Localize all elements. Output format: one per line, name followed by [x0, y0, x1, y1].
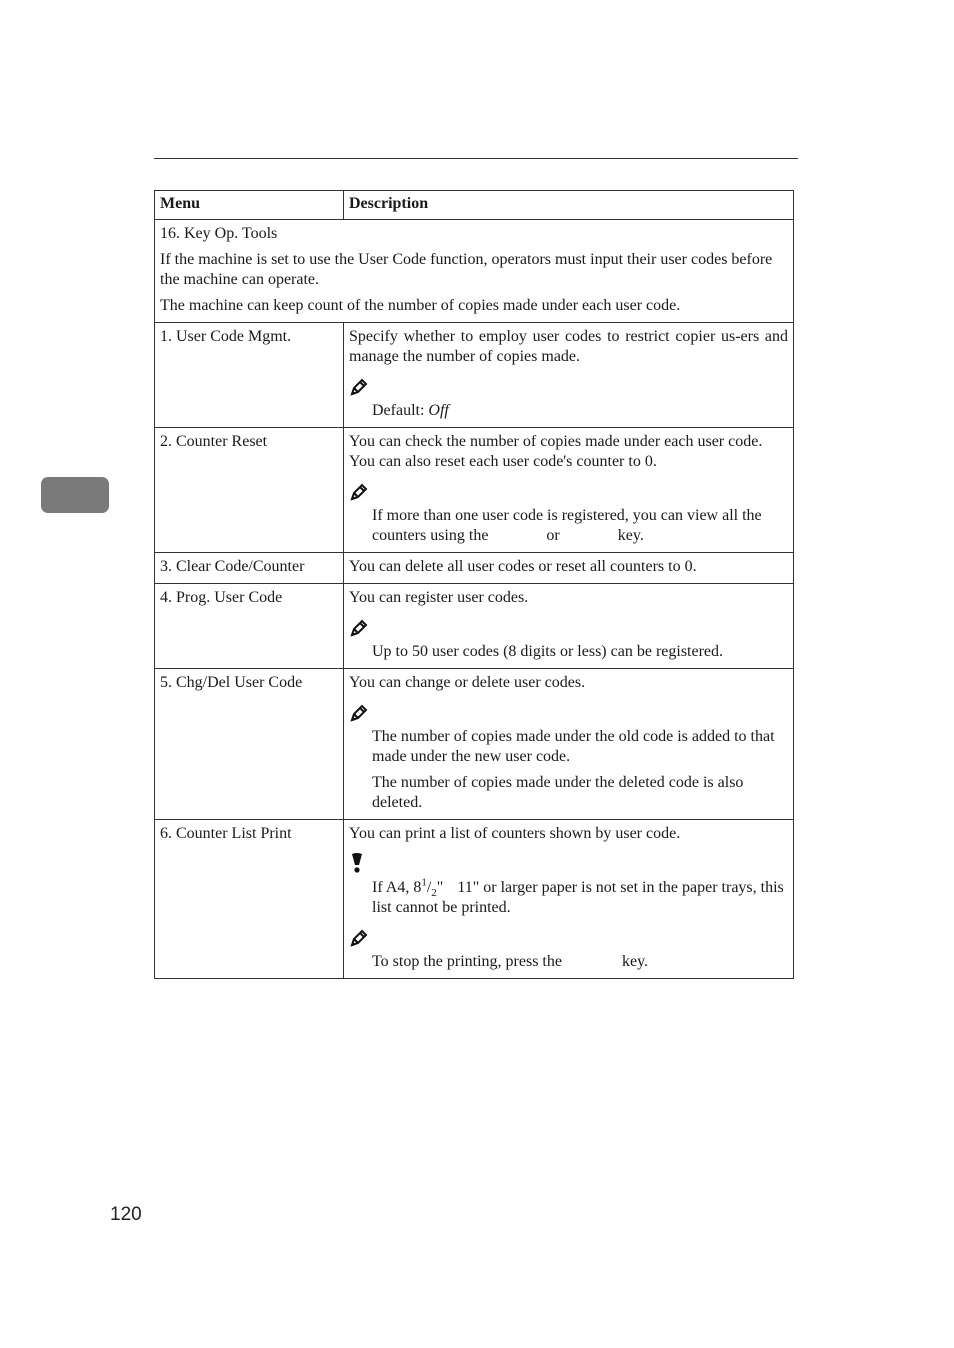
description-cell [344, 820, 794, 979]
note-text: Up to 50 user codes (8 digits or less) can be registered. [372, 643, 724, 660]
note-text [372, 952, 788, 972]
table-row [155, 820, 794, 979]
note-pencil-icon [349, 377, 788, 397]
note-text-part: If more than one user code is registered, you can view all the counters using the [372, 507, 762, 544]
section-title: 16. Key Op. Tools [160, 225, 278, 242]
menu-cell: 6. Counter List Print [155, 820, 344, 979]
table-row [155, 323, 794, 428]
description-cell [344, 428, 794, 553]
limitation-text [372, 878, 788, 918]
note-default-label: Default: [372, 402, 429, 419]
description-column-header: Description [344, 191, 794, 220]
description-cell [344, 584, 794, 669]
menu-cell: 3. Clear Code/Counter [155, 553, 344, 584]
inch-mark: " [436, 879, 444, 896]
fraction-slash: / [426, 879, 432, 896]
note-pencil-icon [349, 928, 788, 948]
fraction-numerator: 1 [421, 876, 427, 889]
key-op-tools-table [154, 190, 794, 979]
description-cell [344, 323, 794, 428]
table-row [155, 553, 794, 584]
note-text [372, 506, 788, 546]
note-pencil-icon [349, 482, 788, 502]
section-paragraph: The machine can keep count of the number of copies made under each user code. [160, 297, 681, 314]
menu-column-header: Menu [155, 191, 344, 220]
description-text: You can print a list of counters shown by user code. [349, 825, 681, 842]
note-default-value: Off [428, 402, 449, 419]
note-text: The number of copies made under the deleted code is also deleted. [372, 774, 744, 811]
description-text: Specify whether to employ user codes to restrict copier us-ers and manage the number of copies made. [349, 328, 788, 365]
menu-cell: 2. Counter Reset [155, 428, 344, 553]
limitation-icon [349, 852, 788, 874]
section-paragraph: If the machine is set to use the User Code function, operators must input their user codes before the machine can operate. [160, 251, 773, 288]
note-text: The number of copies made under the old code is added to that made under the new user code. [372, 728, 775, 765]
page-number: 120 [110, 1204, 142, 1225]
note-text-part: To stop the printing, press the [372, 953, 562, 970]
menu-cell: 5. Chg/Del User Code [155, 669, 344, 820]
description-cell: You can delete all user codes or reset all counters to 0. [344, 553, 794, 584]
header-rule [154, 158, 798, 159]
note-text [372, 401, 788, 421]
chapter-tab [41, 477, 109, 513]
fraction-denominator: 2 [431, 887, 437, 900]
section-cell [155, 220, 794, 323]
table-row [155, 669, 794, 820]
section-row [155, 220, 794, 323]
note-text-part: key. [621, 953, 649, 970]
menu-cell: 4. Prog. User Code [155, 584, 344, 669]
limitation-text-part: If A4, 8 [372, 879, 422, 896]
note-pencil-icon [349, 703, 788, 723]
menu-cell: 1. User Code Mgmt. [155, 323, 344, 428]
note-text-part: key. [617, 527, 644, 544]
description-text: You can check the number of copies made under each user code. You can also reset each user code's counter to 0. [349, 433, 763, 470]
description-cell [344, 669, 794, 820]
note-text-part: or [546, 527, 560, 544]
description-text: You can change or delete user codes. [349, 674, 586, 691]
description-text: You can register user codes. [349, 589, 529, 606]
table-row [155, 428, 794, 553]
note-pencil-icon [349, 618, 788, 638]
limitation-text-part: 11" or larger paper is not set in the paper trays, this list cannot be printed. [372, 879, 784, 916]
table-row [155, 584, 794, 669]
table-header-row [155, 191, 794, 220]
